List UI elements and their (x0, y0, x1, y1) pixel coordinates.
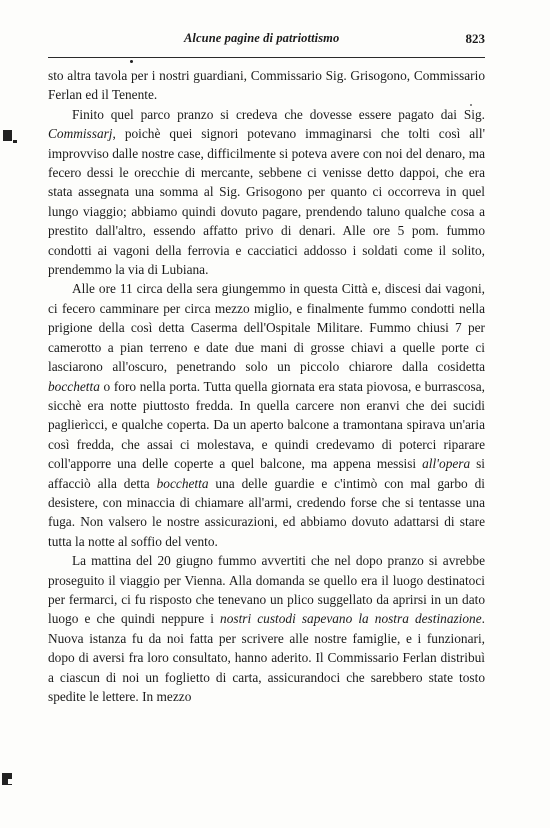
paragraph (48, 551, 485, 706)
text-run: sto altra tavola per i nostri guardiani, Commissario Sig. Grisogono, Commissario Ferlan ed il Tenente. (48, 68, 485, 103)
text-run: una delle guardie e c'intimò con mal garbo di desistere, con minaccia di chiamare all'armi, credendo forse che si tentasse una fuga. Non valsero le nostre assicurazioni, ed abbiamo dovuto adattarsi di stare tutta la notte al soffio del vento. (48, 475, 485, 549)
italic-text: nostri custodi sapevano la nostra destinazione (220, 611, 482, 627)
text-run: , poichè quei signori potevano immaginarsi che tolti così all' improvviso dalle nostre case, difficilmente si poteva avere con noi del denaro, ma fecero dessi le orecchie di mercante, sebbene ci venisse detto dappoi, che era stata assegnata una somma al Sig. Grisogono per quanto ci occorreva in quel lungo viaggio; abbiamo quindi dovuto pagare, prendendo taluno qualche cosa a prestito dall'altro, essendo affatto privo di denari. Alle ore 5 pom. fummo condotti ai vagoni della ferrovia e cacciatici addosso i soldati come il solito, prendemmo la via di Lubiana. (48, 126, 485, 278)
body-text (48, 66, 485, 706)
paragraph (48, 105, 485, 280)
italic-text: bocchetta (48, 378, 100, 394)
scan-artifact (8, 779, 12, 784)
running-title: Alcune pagine di patriottismo (184, 31, 340, 45)
text-run: o foro nella porta. Tutta quella giornata era stata piovosa, e burrascosa, sicchè era notte piuttosto fredda. In quella carcere non eranvi che dei sucidi paglierìcci, e qualche coperta. Da un aperto balcone a tramontana spirava un'aria così fredda, che assai ci molestava, e quindi credevamo di poterci riparare coll'apporre una delle coperte a quel balcone, ma appena messisi (48, 378, 485, 472)
text-run: . Nuova istanza fu da noi fatta per scrivere alle nostre famiglie, e i funzionari, dopo di aversi fra loro consultato, hanno aderito. Il Commissario Ferlan distribuì a ciascun di noi un foglietto di carta, assicurandoci che sarebbero state tosto spedite le lettere. In mezzo (48, 611, 485, 704)
scan-artifact (13, 140, 17, 143)
scan-artifact (130, 60, 133, 63)
page-number: 823 (465, 31, 485, 46)
italic-text: bocchetta (156, 475, 209, 491)
paragraph (48, 279, 485, 551)
text-run: Alle ore 11 circa della sera giungemmo in questa Città e, discesi dai vagoni, ci fecero camminare per circa mezzo miglio, e finalmente fummo condotti nella prigione della così detta Caserma dell'Ospitale Militare. Fummo chiusi 7 per camerotto a pian terreno e date due mani di grosse chiavi a quelle porte ci lasciarono all'oscuro, penetrando solo un piccolo chiarore dalla cosidetta (48, 281, 485, 375)
text-run: La mattina del 20 giugno fummo avvertiti che nel dopo pranzo si avrebbe proseguito il viaggio per Vienna. Alla domanda se quello era il luogo destinatoci per fermarci, ci fu risposto che tenevano un plico suggellato da aprirsi in un dato luogo e che quindi neppure i (48, 553, 485, 627)
italic-text: all'opera (422, 456, 471, 472)
scan-artifact (3, 130, 12, 141)
scan-artifact (470, 104, 472, 106)
italic-text: Commissarj (48, 126, 113, 142)
text-run: si affacciò alla detta (48, 456, 485, 491)
text-run: Finito quel parco pranzo si credeva che dovesse essere pagato dai Sig. (72, 106, 485, 122)
paragraph (48, 66, 485, 105)
header-rule (48, 57, 485, 58)
page-header (48, 28, 485, 52)
